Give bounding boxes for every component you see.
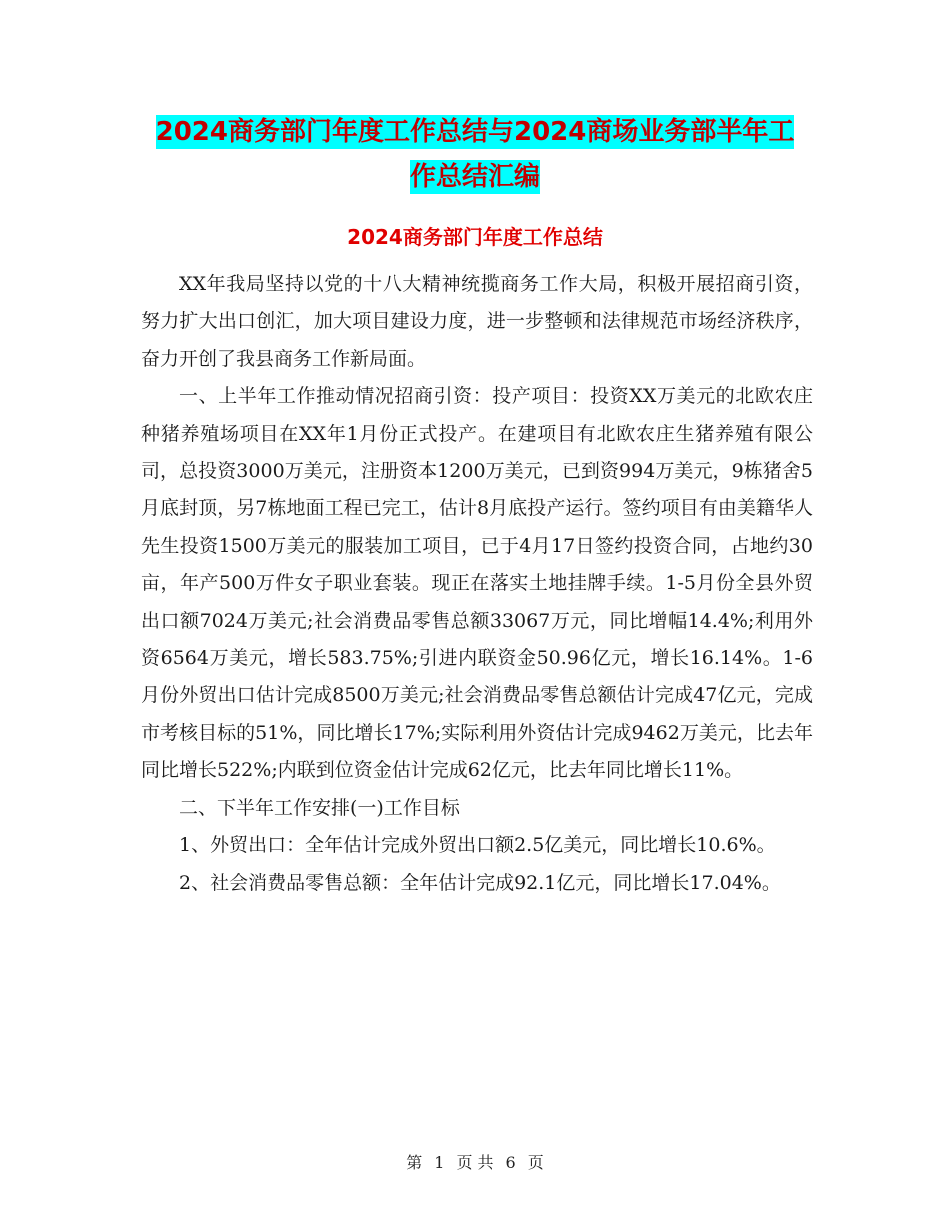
- document-title-line-1: 2024商务部门年度工作总结与2024商场业务部半年工: [155, 117, 795, 147]
- page-footer: [0, 1152, 950, 1174]
- document-title: [0, 110, 950, 200]
- footer-page-number: 1: [434, 1153, 445, 1172]
- paragraph-export-target: 1、外贸出口：全年估计完成外贸出口额2.5亿美元，同比增长10.6%。: [179, 834, 776, 857]
- footer-mid: 页 共: [456, 1153, 494, 1172]
- paragraph-first-half-progress: 一、上半年工作推动情况招商引资：投产项目：投资XX万美元的北欧农庄种猪养殖场项目在XX年1月份正式投产。在建项目有北欧农庄生猪养殖有限公司，总投资3000万美元，注册资本1200万美元，已到资994万美元，9栋猪舍5月底封顶，另7栋地面工程已完工，估计8月底投产运行。签约项目有由美籍华人先生投资1500万美元的服装加工项目，已于4月17日签约投资合同，占地约30亩，年产500万件女子职业套装。现正在落实土地挂牌手续。1-5月份全县外贸出口额7024万美元;社会消费品零售总额33067万元，同比增幅14.4%;利用外资6564万美元，增长583.75%;引进内联资金50.96亿元，增长16.14%。1-6月份外贸出口估计完成8500万美元;社会消费品零售总额估计完成47亿元，完成市考核目标的51%，同比增长17%;实际利用外资估计完成9462万美元，比去年同比增长522%;内联到位资金估计完成62亿元，比去年同比增长11%。: [141, 385, 813, 782]
- section-title: 2024商务部门年度工作总结: [347, 225, 603, 249]
- paragraph-retail-target: 2、社会消费品零售总额：全年估计完成92.1亿元，同比增长17.04%。: [179, 871, 781, 894]
- paragraph-second-half-plan: 二、下半年工作安排(一)工作目标: [179, 796, 460, 819]
- document-body: [141, 266, 813, 902]
- paragraph-intro: XX年我局坚持以党的十八大精神统揽商务工作大局，积极开展招商引资，努力扩大出口创汇，加大项目建设力度，进一步整顿和法律规范市场经济秩序，奋力开创了我县商务工作新局面。: [141, 273, 813, 370]
- footer-suffix: 页: [527, 1153, 544, 1172]
- document-title-line-2: 作总结汇编: [409, 162, 540, 192]
- footer-page-total: 6: [505, 1153, 516, 1172]
- footer-prefix: 第: [406, 1153, 423, 1172]
